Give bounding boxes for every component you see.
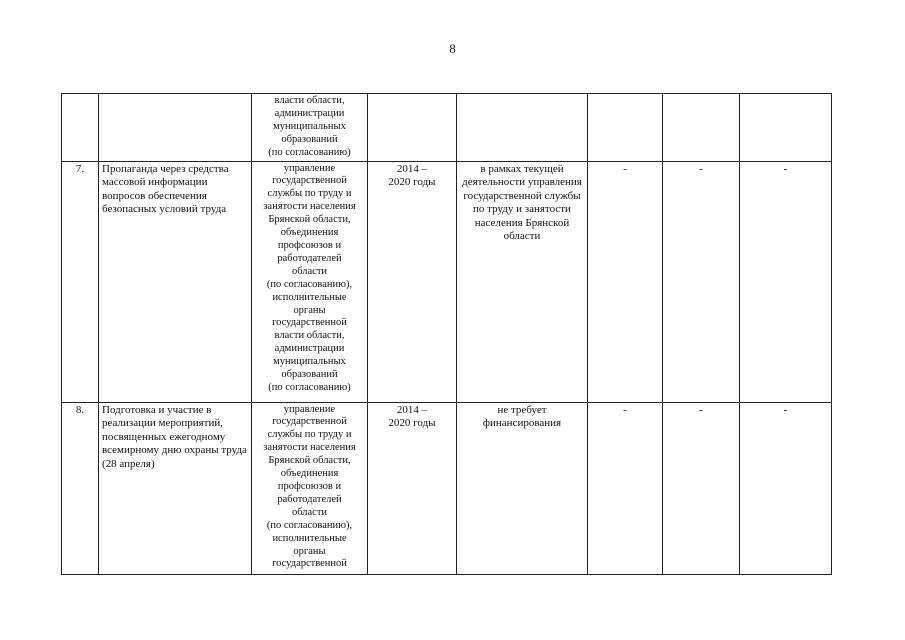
period-cell: 2014 – 2020 годы: [368, 161, 457, 402]
table-row: [62, 94, 832, 162]
executors-cell: власти области, администрации муниципальных образований (по согласованию): [252, 94, 368, 162]
value-cell-2: -: [663, 402, 740, 574]
table-row: [62, 161, 832, 402]
value-cell-2: [663, 94, 740, 162]
funding-cell: [457, 94, 588, 162]
funding-cell: в рамках текущей деятельности управления государственной службы по труду и занятости населения Брянской области: [457, 161, 588, 402]
row-number-cell: [62, 94, 99, 162]
measure-name-cell: Пропаганда через средства массовой информации вопросов обеспечения безопасных условий труда: [99, 161, 252, 402]
period-cell: [368, 94, 457, 162]
value-cell-1: -: [588, 161, 663, 402]
executors-cell: управление государственной службы по труду и занятости населения Брянской области, объединения профсоюзов и работодателей области (по согласованию), исполнительные органы государственной власти области, администрации муниципальных образований (по согласованию): [252, 161, 368, 402]
value-cell-3: [740, 94, 832, 162]
value-cell-2: -: [663, 161, 740, 402]
measure-name-cell: Подготовка и участие в реализации мероприятий, посвященных ежегодному всемирному дню охраны труда (28 апреля): [99, 402, 252, 574]
page-number: 8: [449, 41, 456, 56]
executors-cell: управление государственной службы по труду и занятости населения Брянской области, объединения профсоюзов и работодателей области (по согласованию), исполнительные органы государственной: [252, 402, 368, 574]
value-cell-1: -: [588, 402, 663, 574]
value-cell-3: -: [740, 402, 832, 574]
table-row: [62, 402, 832, 574]
row-number-cell: 7.: [62, 161, 99, 402]
row-number-cell: 8.: [62, 402, 99, 574]
measure-name-cell: [99, 94, 252, 162]
value-cell-1: [588, 94, 663, 162]
measures-table: [61, 93, 832, 575]
value-cell-3: -: [740, 161, 832, 402]
funding-cell: не требует финансирования: [457, 402, 588, 574]
period-cell: 2014 – 2020 годы: [368, 402, 457, 574]
